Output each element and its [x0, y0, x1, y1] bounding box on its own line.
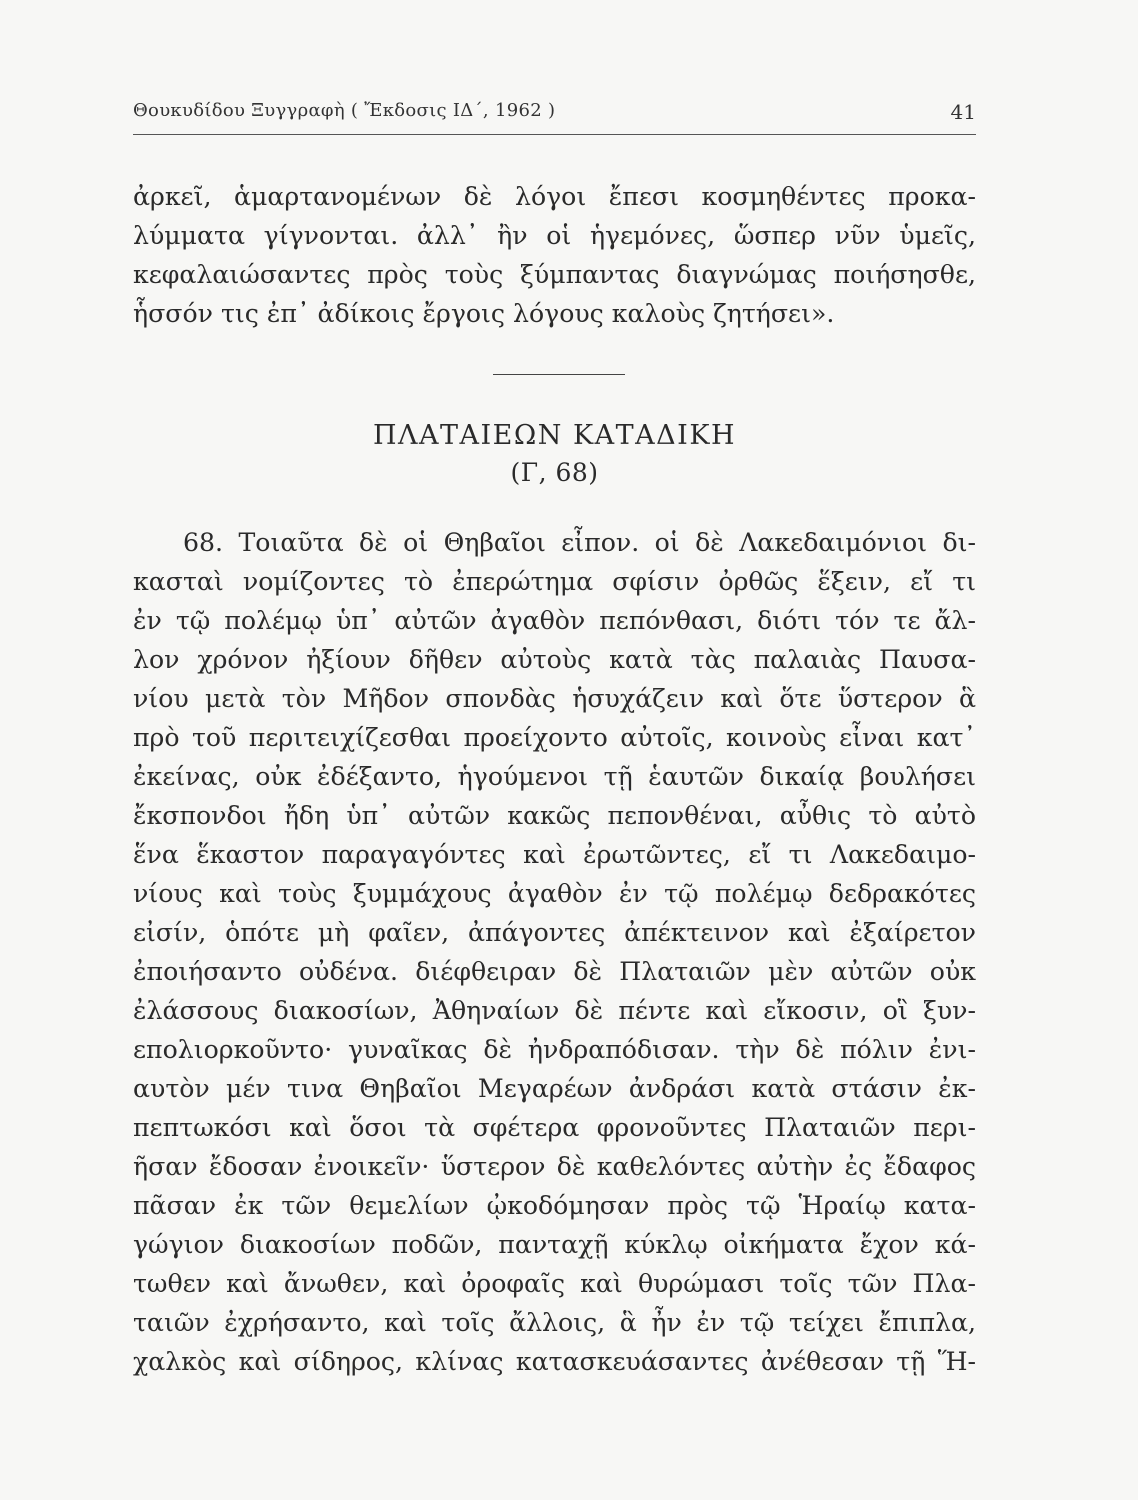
text-line: ἔκσπονδοι ἤδη ὑπ᾽ αὐτῶν κακῶς πεπονθέναι, αὖθις τὸ αὐτὸ — [133, 801, 976, 830]
text-line: ἐποιήσαντο οὐδένα. διέφθειραν δὲ Πλαταιῶν μὲν αὐτῶν οὐκ — [133, 957, 976, 986]
text-line: γώγιον διακοσίων ποδῶν, πανταχῇ κύκλῳ οἰκήματα ἔχον κά- — [133, 1230, 976, 1259]
text-line: ῆσαν ἔδοσαν ἐνοικεῖν· ὕστερον δὲ καθελόντες αὐτὴν ἐς ἔδαφος — [133, 1152, 976, 1181]
text-line: επολιορκοῦντο· γυναῖκας δὲ ἠνδραπόδισαν. τὴν δὲ πόλιν ἐνι- — [133, 1035, 976, 1064]
text-line: κασταὶ νομίζοντες τὸ ἐπερώτημα σφίσιν ὀρθῶς ἕξειν, εἴ τι — [133, 567, 976, 596]
text-line: ἐλάσσους διακοσίων, Ἀθηναίων δὲ πέντε καὶ εἴκοσιν, οἳ ξυν- — [133, 996, 976, 1025]
running-head — [133, 94, 976, 135]
text-line: ἕνα ἕκαστον παραγαγόντες καὶ ἐρωτῶντες, εἴ τι Λακεδαιμο- — [133, 840, 976, 869]
text-line: νίους καὶ τοὺς ξυμμάχους ἀγαθὸν ἐν τῷ πολέμῳ δεδρακότες — [133, 879, 976, 908]
text-line: πᾶσαν ἐκ τῶν θεμελίων ᾠκοδόμησαν πρὸς τῷ Ἡραίῳ κατα- — [133, 1191, 976, 1220]
text-line: τωθεν καὶ ἄνωθεν, καὶ ὀροφαῖς καὶ θυρώμασι τοῖς τῶν Πλα- — [133, 1269, 976, 1298]
text-line: πρὸ τοῦ περιτειχίζεσθαι προείχοντο αὐτοῖς, κοινοὺς εἶναι κατ᾽ — [133, 723, 976, 752]
text-line: κεφαλαιώσαντες πρὸς τοὺς ξύμπαντας διαγνώμας ποιήσησθε, — [133, 260, 976, 289]
main-paragraph — [133, 523, 976, 1381]
text-line: πεπτωκόσι καὶ ὅσοι τὰ σφέτερα φρονοῦντες Πλαταιῶν περι- — [133, 1113, 976, 1142]
text-line: νίου μετὰ τὸν Μῆδον σπονδὰς ἡσυχάζειν καὶ ὅτε ὕστερον ἃ — [133, 684, 976, 713]
text-line: ταιῶν ἐχρήσαντο, καὶ τοῖς ἄλλοις, ἃ ἦν ἐν τῷ τείχει ἔπιπλα, — [133, 1308, 976, 1337]
running-title: Θουκυδίδου Ξυγγραφὴ ( Ἔκδοσις ΙΔ΄, 1962 ) — [133, 100, 556, 121]
text-line: αυτὸν μέν τινα Θηβαῖοι Μεγαρέων ἀνδράσι κατὰ στάσιν ἐκ- — [133, 1074, 976, 1103]
section-divider — [493, 374, 625, 375]
text-line: ἧσσόν τις ἐπ᾽ ἀδίκοις ἔργοις λόγους καλοὺς ζητήσει». — [133, 299, 835, 328]
text-line: ἐκείνας, οὐκ ἐδέξαντο, ἡγούμενοι τῇ ἑαυτῶν δικαίᾳ βουλήσει — [133, 762, 976, 791]
section-reference: (Γ, 68) — [510, 458, 599, 487]
text-line: 68. Τοιαῦτα δὲ οἱ Θηβαῖοι εἶπον. οἱ δὲ Λακεδαιμόνιοι δι- — [183, 528, 976, 557]
text-line: ἀρκεῖ, ἁμαρτανομένων δὲ λόγοι ἔπεσι κοσμηθέντες προκα- — [133, 182, 976, 211]
text-line: εἰσίν, ὁπότε μὴ φαῖεν, ἀπάγοντες ἀπέκτεινον καὶ ἐξαίρετον — [133, 918, 976, 947]
text-line: λύμματα γίγνονται. ἀλλ᾽ ἢν οἱ ἡγεμόνες, ὥσπερ νῦν ὑμεῖς, — [133, 221, 976, 250]
page-number: 41 — [950, 100, 976, 124]
text-line: χαλκὸς καὶ σίδηρος, κλίνας κατασκευάσαντες ἀνέθεσαν τῇ Ἥ- — [133, 1347, 976, 1376]
text-line: ἐν τῷ πολέμῳ ὑπ᾽ αὐτῶν ἀγαθὸν πεπόνθασι, διότι τόν τε ἄλ- — [133, 606, 976, 635]
section-title: ΠΛΑΤΑΙΕΩΝ ΚΑΤΑΔΙΚΗ — [372, 420, 737, 451]
text-line: λον χρόνον ἠξίουν δῆθεν αὐτοὺς κατὰ τὰς παλαιὰς Παυσα- — [133, 645, 976, 674]
closing-paragraph — [133, 177, 976, 333]
